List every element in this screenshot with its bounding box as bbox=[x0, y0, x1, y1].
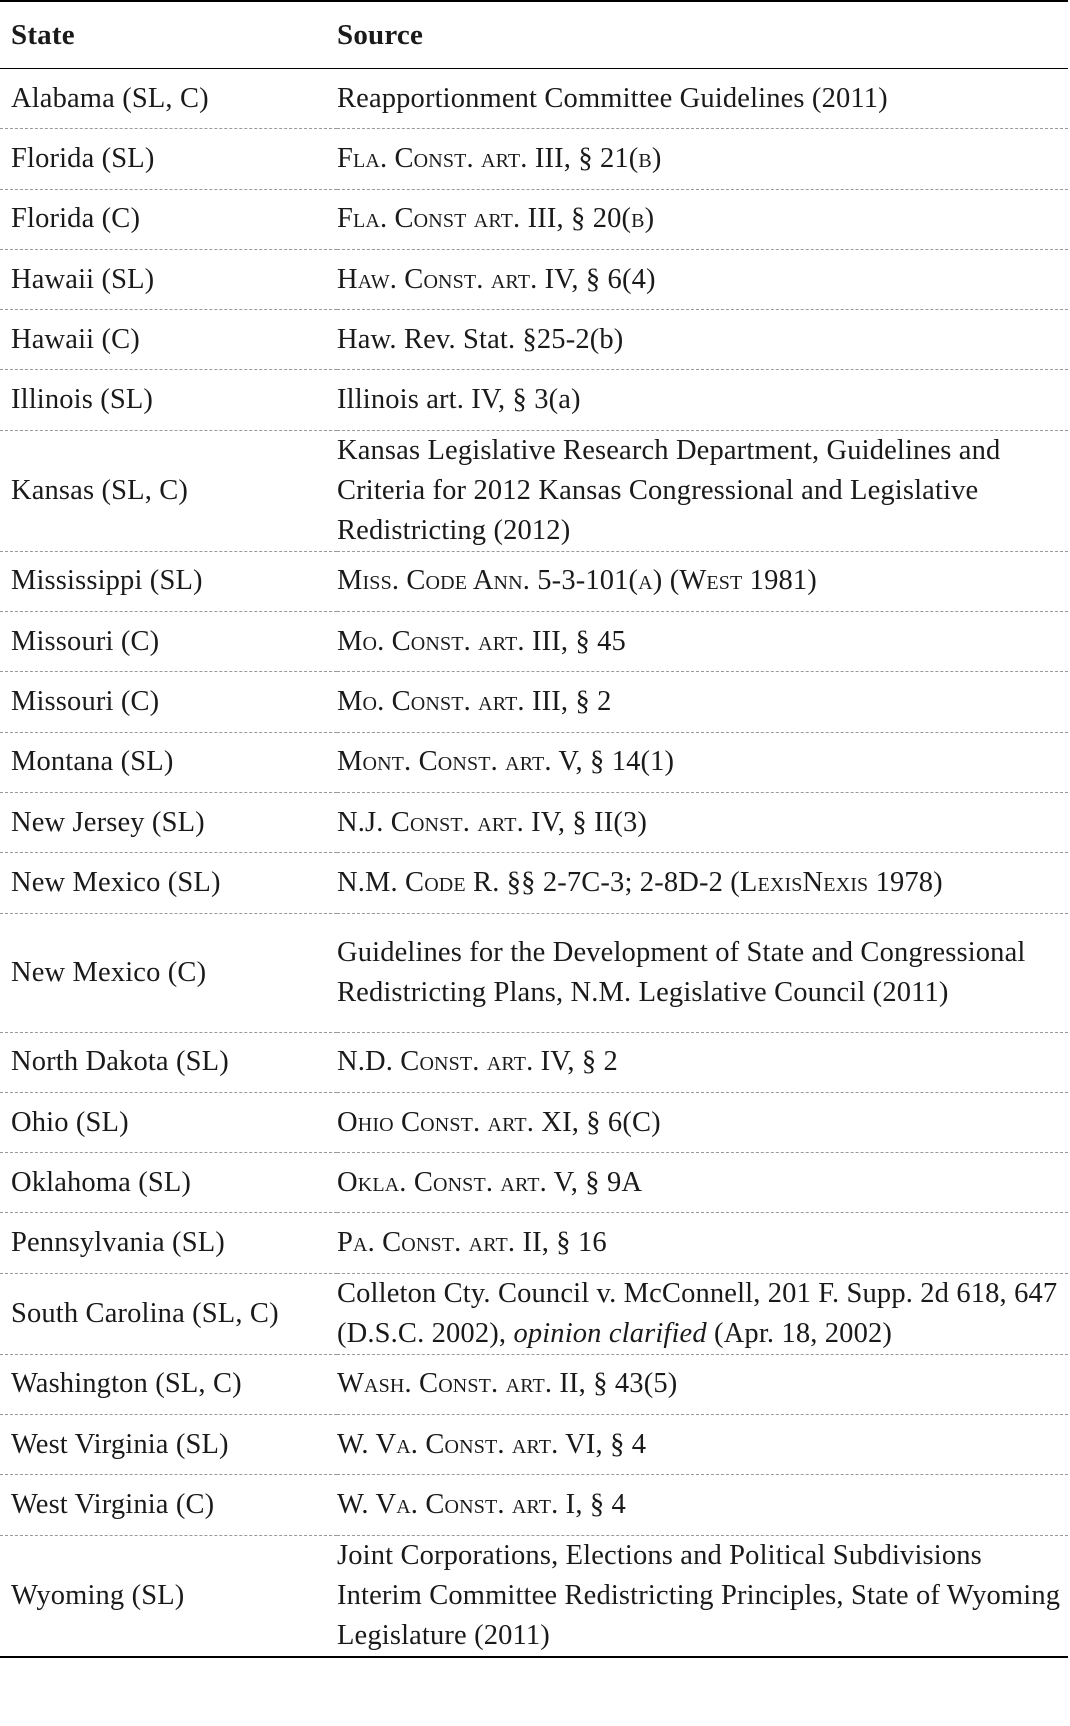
table-header-row bbox=[0, 1, 1068, 69]
source-cell: Miss. Code Ann. 5-3-101(a) (West 1981) bbox=[337, 565, 817, 597]
source-cell: N.D. Const. art. IV, § 2 bbox=[337, 1046, 618, 1078]
source-text: Colleton Cty. Council v. McConnell, 201 F. Supp. 2d 618, 647 (D.S.C. 2002), bbox=[337, 1277, 1058, 1349]
source-cell: Wash. Const. art. II, § 43(5) bbox=[337, 1368, 678, 1400]
source-cell: W. Va. Const. art. VI, § 4 bbox=[337, 1428, 647, 1460]
source-text: (Apr. 18, 2002) bbox=[706, 1317, 893, 1349]
source-cell: Fla. Const art. III, § 20(b) bbox=[337, 203, 655, 235]
state-cell: West Virginia (C) bbox=[11, 1488, 215, 1520]
table-row bbox=[0, 612, 1068, 672]
table-row bbox=[0, 551, 1068, 611]
source-cell: Okla. Const. art. V, § 9A bbox=[337, 1166, 643, 1198]
source-cell: Reapportionment Committee Guidelines (2011) bbox=[337, 82, 888, 114]
state-cell: New Mexico (C) bbox=[11, 956, 207, 988]
source-cell: Haw. Rev. Stat. §25-2(b) bbox=[337, 323, 624, 355]
state-cell: Ohio (SL) bbox=[11, 1106, 129, 1138]
state-cell: West Virginia (SL) bbox=[11, 1428, 229, 1460]
source-cell: Guidelines for the Development of State and Congressional Redistricting Plans, N.M. Legislative Council (2011) bbox=[337, 936, 1026, 1008]
state-cell: New Mexico (SL) bbox=[11, 866, 221, 898]
source-cell: Mo. Const. art. III, § 2 bbox=[337, 686, 612, 718]
table-row bbox=[0, 370, 1068, 430]
table-row bbox=[0, 1273, 1068, 1354]
source-cell: N.M. Code R. §§ 2-7C-3; 2-8D-2 (LexisNexis 1978) bbox=[337, 866, 943, 898]
table-row bbox=[0, 1535, 1068, 1657]
source-cell: Mo. Const. art. III, § 45 bbox=[337, 625, 626, 657]
source-cell: Ohio Const. art. XI, § 6(C) bbox=[337, 1106, 661, 1138]
table-row bbox=[0, 189, 1068, 249]
source-cell: Kansas Legislative Research Department, Guidelines and Criteria for 2012 Kansas Congressional and Legislative Redistricting (2012) bbox=[337, 434, 1001, 546]
source-cell: Fla. Const. art. III, § 21(b) bbox=[337, 142, 662, 174]
source-cell: Haw. Const. art. IV, § 6(4) bbox=[337, 263, 656, 295]
state-cell: Hawaii (SL) bbox=[11, 263, 155, 295]
header-state: State bbox=[11, 18, 75, 51]
table-row bbox=[0, 853, 1068, 913]
source-cell: Joint Corporations, Elections and Political Subdivisions Interim Committee Redistricting Principles, State of Wyoming Legislature (2011) bbox=[337, 1539, 1061, 1651]
table-row bbox=[0, 310, 1068, 370]
state-cell: Hawaii (C) bbox=[11, 323, 140, 355]
table-row bbox=[0, 1153, 1068, 1213]
state-cell: New Jersey (SL) bbox=[11, 806, 205, 838]
table-row bbox=[0, 1354, 1068, 1414]
table-row bbox=[0, 1213, 1068, 1273]
table-row bbox=[0, 1415, 1068, 1475]
table-row bbox=[0, 430, 1068, 551]
table-row bbox=[0, 249, 1068, 309]
source-cell: N.J. Const. art. IV, § II(3) bbox=[337, 806, 648, 838]
header-source: Source bbox=[337, 18, 424, 51]
state-cell: Mississippi (SL) bbox=[11, 565, 203, 597]
table-row bbox=[0, 732, 1068, 792]
source-cell bbox=[337, 1273, 1068, 1354]
source-cell: Pa. Const. art. II, § 16 bbox=[337, 1227, 607, 1259]
state-cell: Washington (SL, C) bbox=[11, 1368, 242, 1400]
state-cell: South Carolina (SL, C) bbox=[11, 1297, 279, 1329]
state-cell: Montana (SL) bbox=[11, 746, 174, 778]
table-row bbox=[0, 792, 1068, 852]
table-row bbox=[0, 672, 1068, 732]
state-cell: Oklahoma (SL) bbox=[11, 1166, 192, 1198]
state-cell: Florida (SL) bbox=[11, 142, 155, 174]
state-cell: Florida (C) bbox=[11, 203, 141, 235]
source-cell: Illinois art. IV, § 3(a) bbox=[337, 384, 581, 416]
state-cell: North Dakota (SL) bbox=[11, 1046, 229, 1078]
state-cell: Pennsylvania (SL) bbox=[11, 1227, 225, 1259]
table-row bbox=[0, 1092, 1068, 1152]
table-row bbox=[0, 129, 1068, 189]
state-cell: Missouri (C) bbox=[11, 686, 160, 718]
state-cell: Wyoming (SL) bbox=[11, 1579, 185, 1611]
state-cell: Alabama (SL, C) bbox=[11, 82, 209, 114]
source-cell: Mont. Const. art. V, § 14(1) bbox=[337, 746, 675, 778]
source-italic-text: opinion clarified bbox=[513, 1317, 707, 1349]
state-cell: Kansas (SL, C) bbox=[11, 474, 189, 506]
table-row bbox=[0, 1032, 1068, 1092]
state-cell: Illinois (SL) bbox=[11, 384, 154, 416]
table-row bbox=[0, 1475, 1068, 1535]
table-row bbox=[0, 69, 1068, 129]
source-cell: W. Va. Const. art. I, § 4 bbox=[337, 1488, 626, 1520]
state-cell: Missouri (C) bbox=[11, 625, 160, 657]
table-row bbox=[0, 913, 1068, 1032]
